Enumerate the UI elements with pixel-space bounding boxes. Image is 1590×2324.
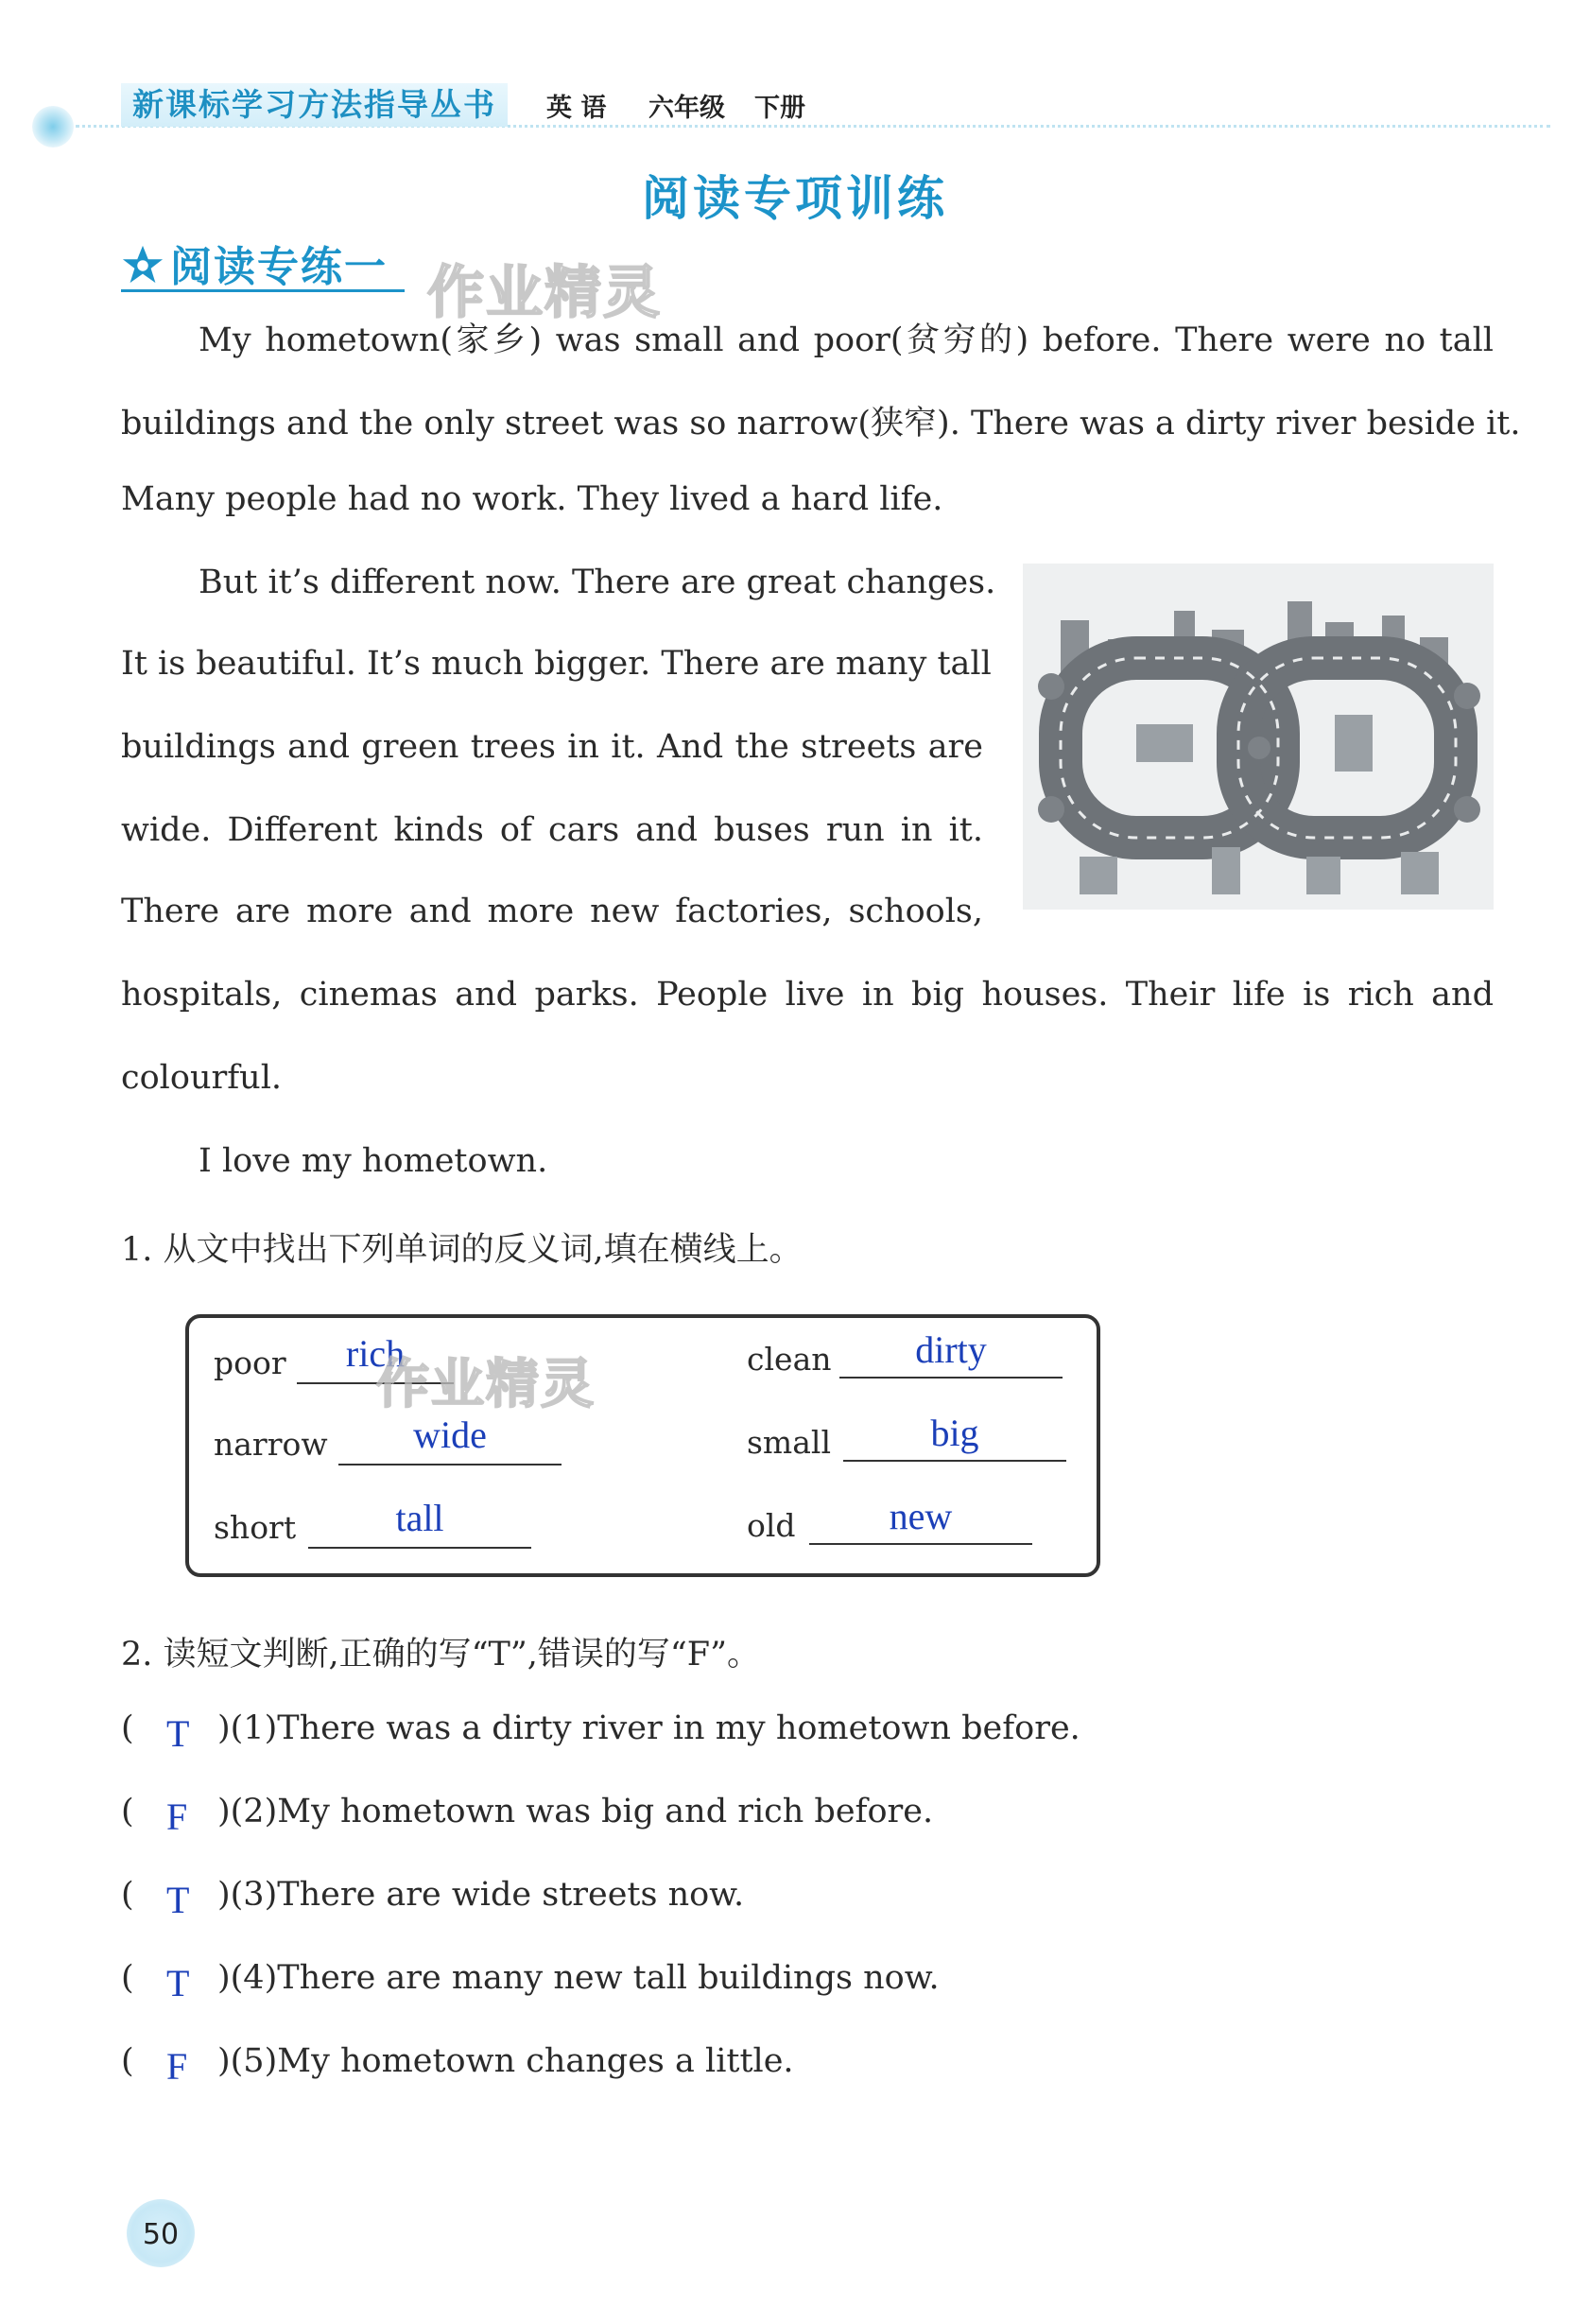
tf-statement: )(3)There are wide streets now. [217, 1876, 745, 1914]
tf-answer[interactable]: F [166, 1795, 188, 1838]
passage-line: I love my hometown. [199, 1142, 548, 1180]
passage-line: My hometown(家乡) was small and poor(贫穷的) before. There were no tall [199, 321, 1494, 359]
star-icon [121, 243, 164, 286]
answer-text: big [930, 1412, 979, 1454]
open-paren: ( [121, 2042, 134, 2080]
tf-answer[interactable]: T [166, 1879, 190, 1921]
tf-statement: )(2)My hometown was big and rich before. [217, 1793, 934, 1830]
passage-line: It is beautiful. It’s much bigger. There are many tall [121, 645, 992, 683]
antonym-word: poor [214, 1344, 286, 1381]
passage-line: Many people had no work. They lived a hard life. [121, 480, 943, 518]
series-title: 新课标学习方法指导丛书 [121, 83, 508, 127]
answer-text: rich [345, 1332, 406, 1375]
question-2-prompt: 2. 读短文判断,正确的写“T”,错误的写“F”。 [121, 1636, 760, 1674]
antonym-word: clean [747, 1341, 832, 1378]
section-heading [121, 233, 388, 293]
passage-line: buildings and the only street was so narrow(狭窄). There was a dirty river beside it. [121, 405, 1521, 442]
open-paren: ( [121, 1959, 134, 1997]
passage-line: But it’s different now. There are great changes. [199, 564, 996, 601]
antonym-word: short [214, 1509, 297, 1546]
header-circle-icon [32, 106, 74, 147]
question-1-prompt: 1. 从文中找出下列单词的反义词,填在横线上。 [121, 1231, 803, 1269]
open-paren: ( [121, 1876, 134, 1914]
subject-label: 英 语 [546, 94, 607, 123]
grade-label: 六年级 [648, 94, 725, 123]
passage-line: colourful. [121, 1059, 283, 1097]
antonym-word: narrow [214, 1426, 328, 1463]
answer-text: dirty [915, 1328, 987, 1371]
open-paren: ( [121, 1793, 134, 1830]
answer-text: wide [413, 1413, 487, 1456]
section-underline [121, 289, 405, 292]
term-label: 下册 [754, 94, 805, 123]
page-number: 50 [142, 2218, 180, 2251]
passage-line: wide. Different kinds of cars and buses run in it. [121, 811, 983, 849]
watermark: 作业精灵 [427, 260, 662, 326]
watermark: 作业精灵 [376, 1354, 596, 1415]
section-heading-text: 阅读专练一 [170, 243, 388, 291]
passage-line: buildings and green trees in it. And the streets are [121, 728, 983, 766]
tf-answer[interactable]: T [166, 1962, 190, 2004]
city-road-illustration [1023, 564, 1494, 910]
answer-text: new [889, 1495, 953, 1537]
page-title: 阅读专项训练 [642, 171, 948, 226]
answer-text: tall [395, 1497, 444, 1539]
tf-statement: )(4)There are many new tall buildings now. [217, 1959, 940, 1997]
open-paren: ( [121, 1709, 134, 1747]
passage-line: hospitals, cinemas and parks. People live in big houses. Their life is rich and [121, 976, 1494, 1014]
tf-answer[interactable]: F [166, 2045, 188, 2088]
tf-answer[interactable]: T [166, 1712, 190, 1755]
tf-statement: )(1)There was a dirty river in my hometown before. [217, 1709, 1080, 1747]
antonym-word: small [747, 1424, 832, 1461]
antonym-word: old [747, 1507, 796, 1544]
passage-line: There are more and more new factories, schools, [121, 893, 983, 930]
tf-statement: )(5)My hometown changes a little. [217, 2042, 794, 2080]
